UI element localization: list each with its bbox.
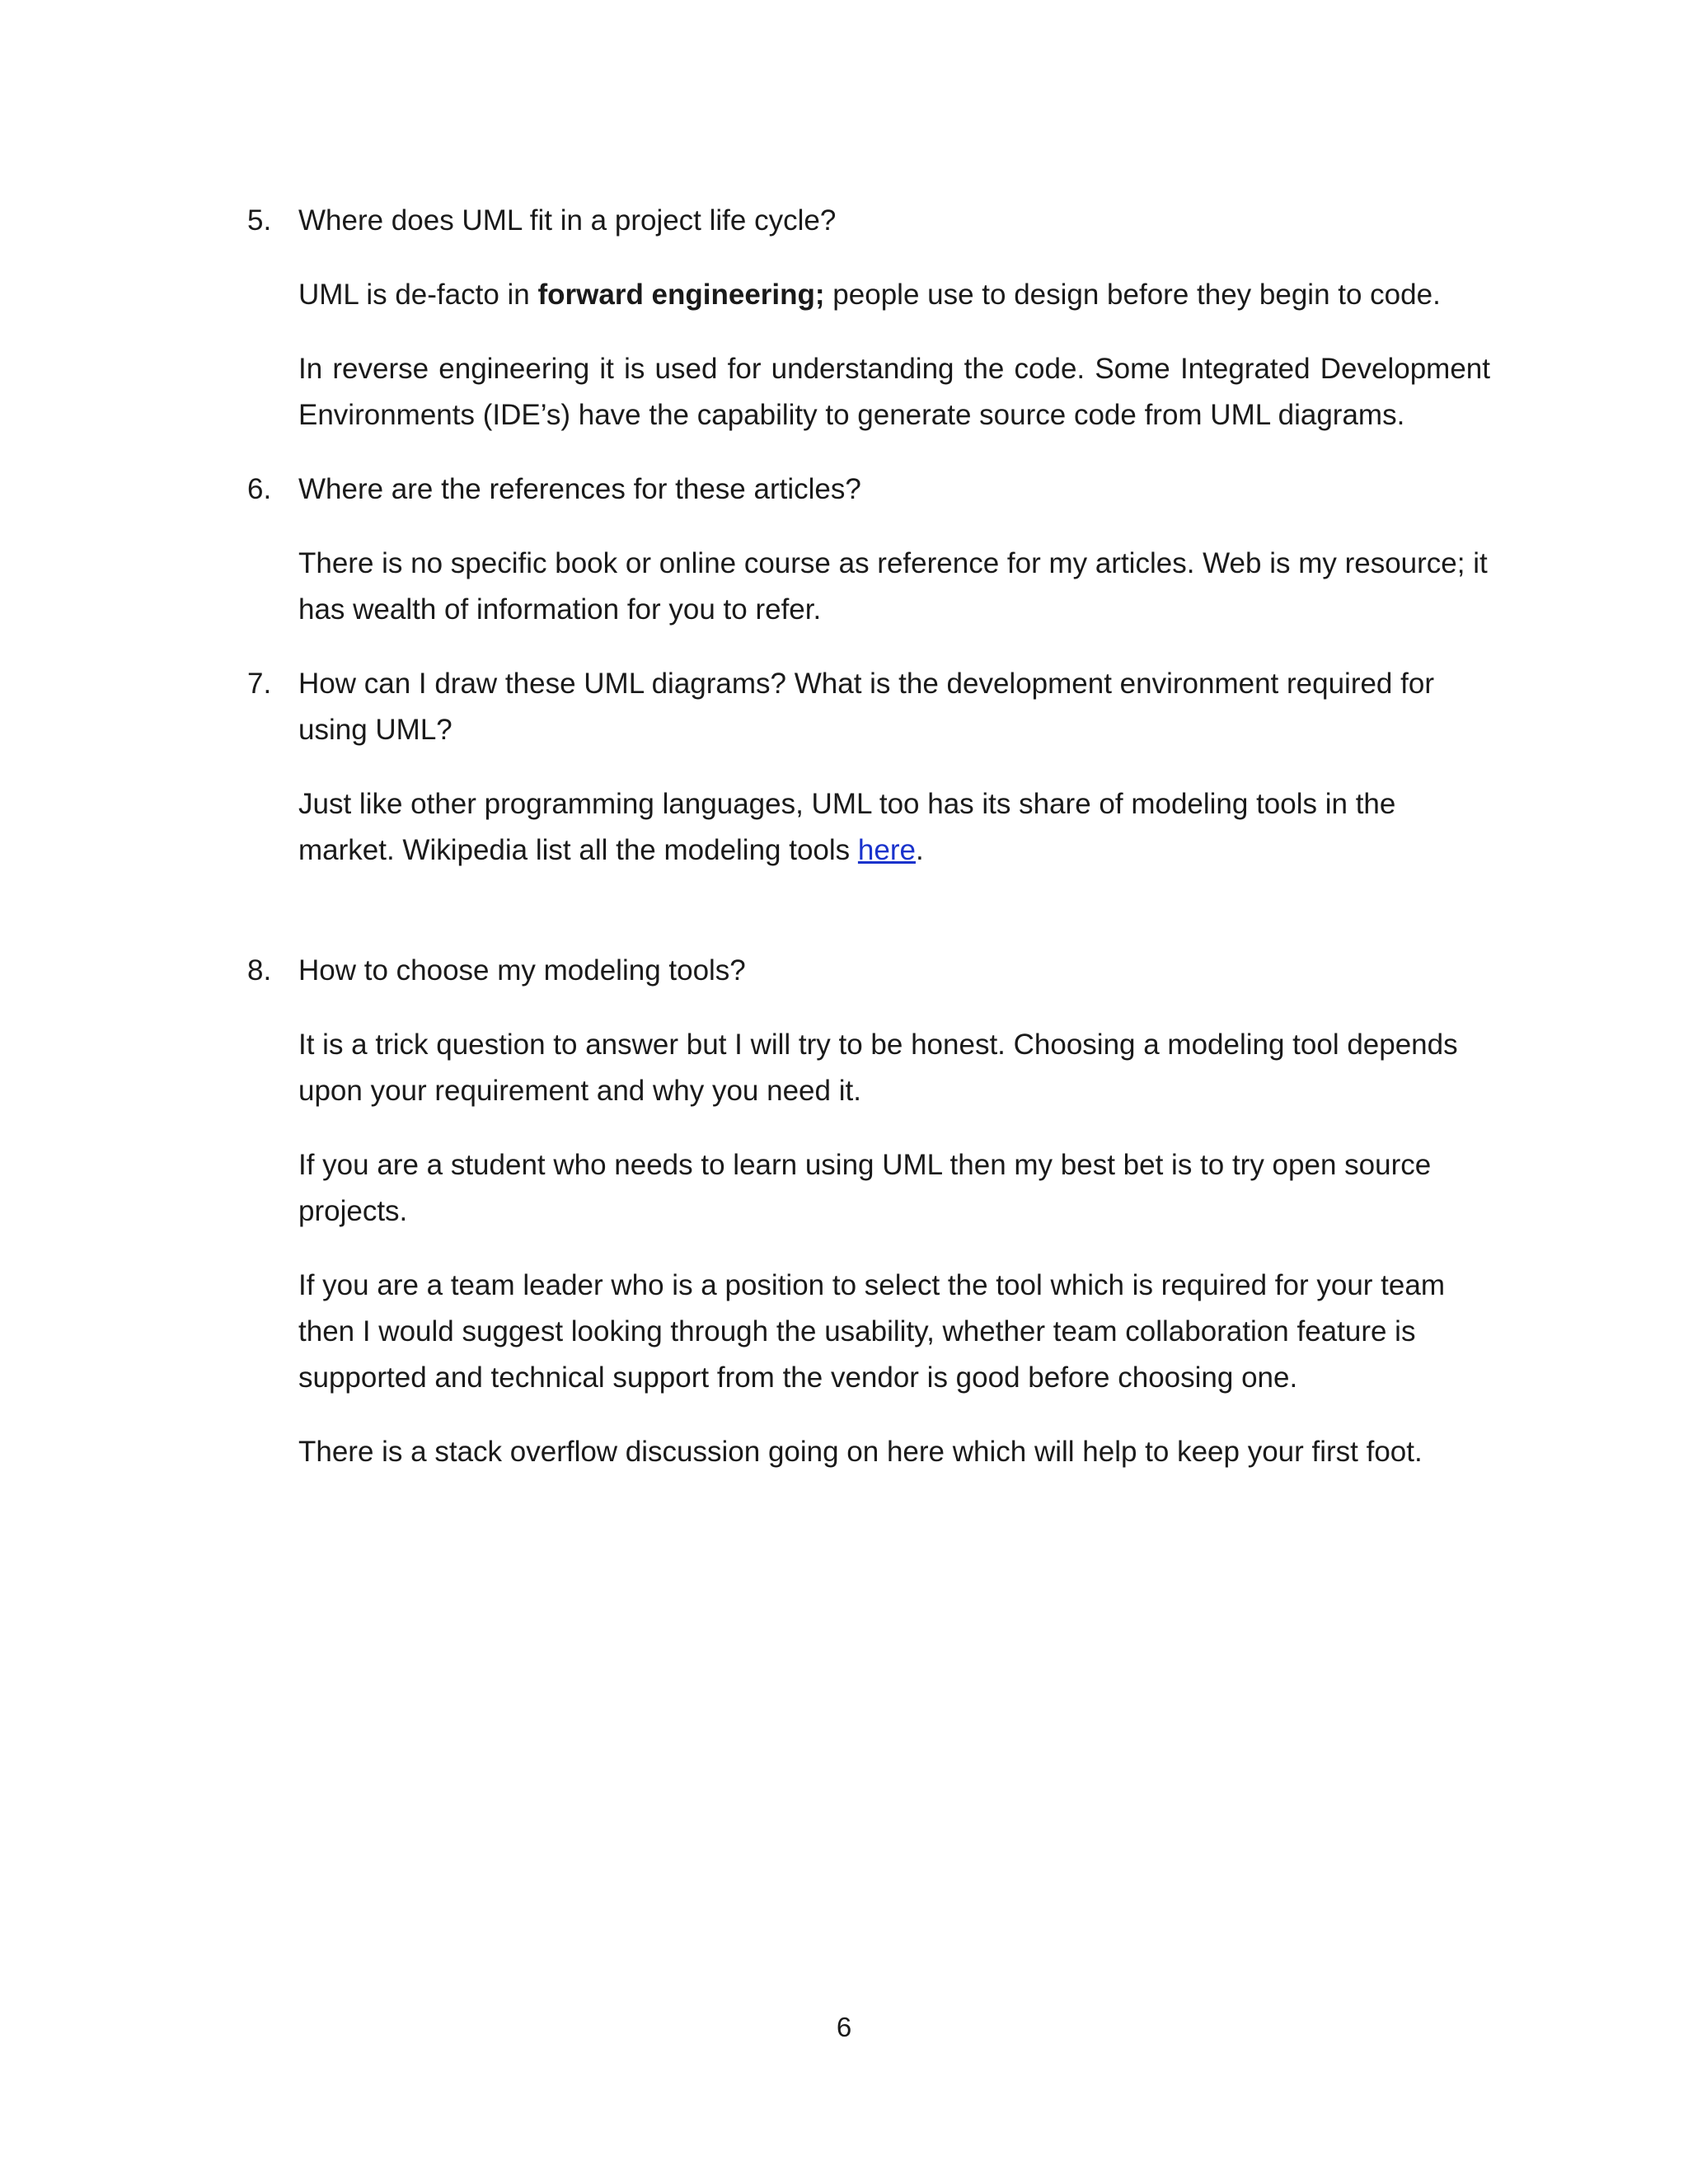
answer-paragraph: In reverse engineering it is used for understanding the code. Some Integrated Development Environments (IDE’s) have the capability to generate source code from UML diagrams.: [298, 353, 1490, 431]
question-number: 5.: [247, 204, 272, 237]
question-row: [247, 948, 1490, 994]
question-number: 8.: [247, 954, 272, 987]
answer-paragraph: There is a stack overflow discussion going on here which will help to keep your first foot.: [298, 1436, 1423, 1468]
here-link[interactable]: here: [857, 834, 916, 866]
answer-paragraph: [247, 272, 1490, 318]
answer-text: people use to design before they begin to code.: [824, 279, 1441, 311]
answer-paragraph: [247, 781, 1490, 874]
answer-text: UML is de-facto in: [298, 279, 538, 311]
question-text: How can I draw these UML diagrams? What is the development environment required for using UML?: [298, 668, 1434, 746]
spacer: [247, 902, 1490, 948]
question-row: [247, 466, 1490, 513]
answer-text: .: [915, 834, 924, 866]
faq-list: [247, 198, 1490, 1503]
answer-paragraph: There is no specific book or online course as reference for my articles. Web is my resource; it has wealth of information for you to refer.: [298, 547, 1488, 626]
question-number: 7.: [247, 668, 272, 700]
question-row: [247, 661, 1490, 753]
faq-item-6: [247, 466, 1490, 633]
bold-term: forward engineering;: [537, 279, 825, 311]
answer-paragraph: If you are a team leader who is a position to select the tool which is required for your team then I would suggest looking through the usability, whether team collaboration feature is supported and technical support from the vendor is good before choosing one.: [298, 1269, 1445, 1394]
question-text: How to choose my modeling tools?: [298, 954, 746, 987]
answer-paragraph: It is a trick question to answer but I will try to be honest. Choosing a modeling tool depends upon your requirement and why you need it.: [298, 1029, 1458, 1107]
answer-paragraph: If you are a student who needs to learn using UML then my best bet is to try open source projects.: [298, 1149, 1432, 1227]
answer-text: Just like other programming languages, UML too has its share of modeling tools in the market. Wikipedia list all the modeling tools: [298, 788, 1396, 866]
question-number: 6.: [247, 473, 272, 505]
page-number: 6: [836, 2012, 852, 2042]
faq-item-5: [247, 198, 1490, 438]
question-text: Where are the references for these articles?: [298, 473, 861, 505]
faq-item-7: [247, 661, 1490, 874]
question-row: [247, 198, 1490, 244]
question-text: Where does UML fit in a project life cycle?: [298, 204, 837, 237]
faq-item-8: [247, 948, 1490, 1475]
